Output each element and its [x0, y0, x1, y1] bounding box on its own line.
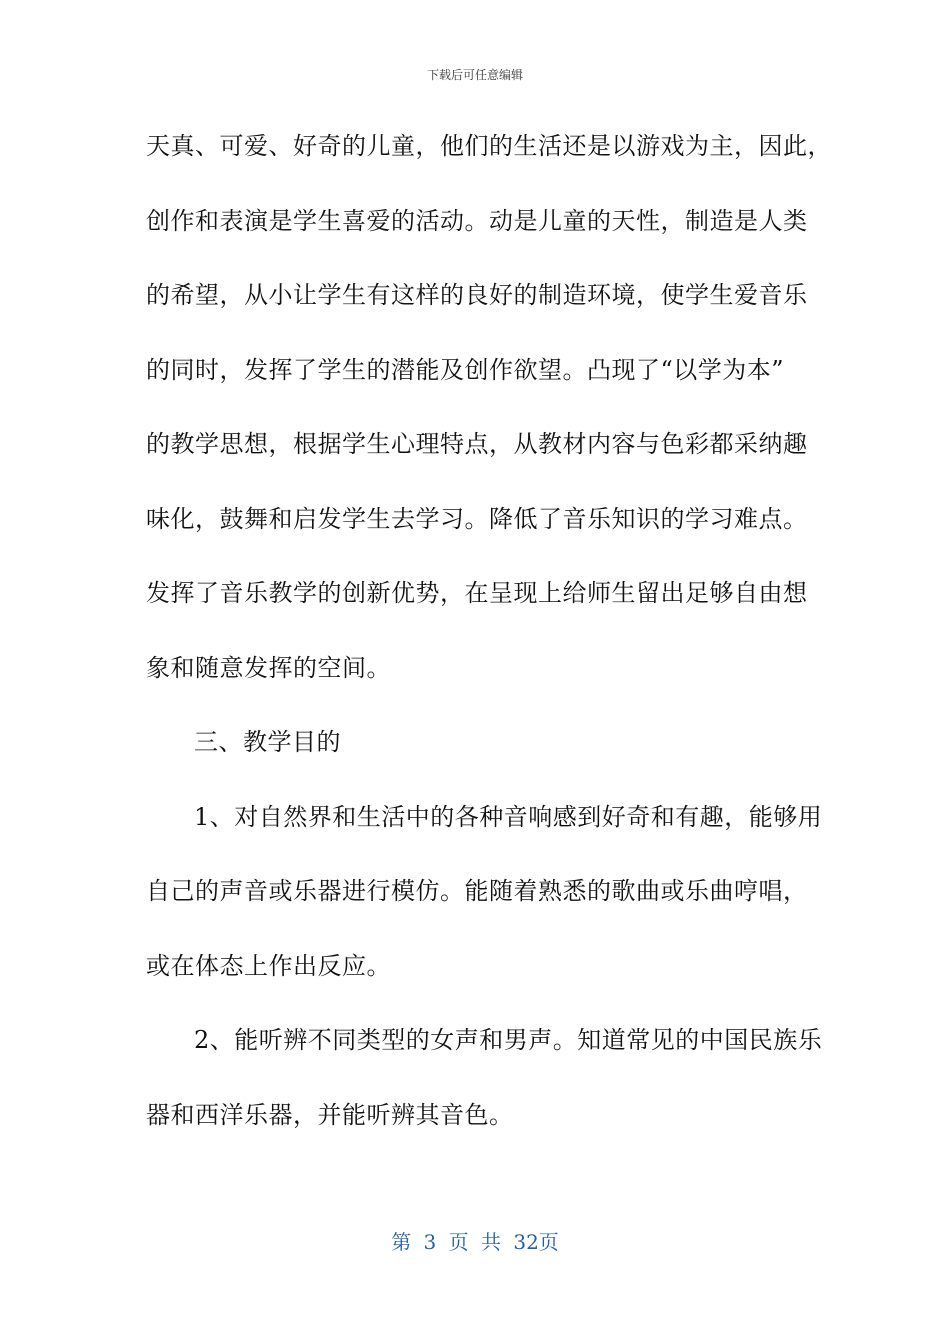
body-line: 器和西洋乐器，并能听辨其音色。 — [146, 1100, 514, 1129]
page-header: 下载后可任意编辑 — [426, 68, 523, 82]
body-line: 的教学思想，根据学生心理特点，从教材内容与色彩都采纳趣 — [146, 430, 808, 458]
body-line: 的同时，发挥了学生的潜能及创作欲望。凸现了“以学为本” — [146, 355, 785, 384]
body-line: 象和随意发挥的空间。 — [146, 653, 391, 682]
body-line: 发挥了音乐教学的创新优势，在呈现上给师生留出足够自由想 — [146, 579, 808, 607]
body-line: 或在体态上作出反应。 — [146, 951, 391, 980]
body-line: 2、能听辨不同类型的女声和男声。知道常见的中国民族乐 — [194, 1026, 823, 1054]
body-line: 味化，鼓舞和启发学生去学习。降低了音乐知识的学习难点。 — [146, 504, 808, 533]
body-line: 1、对自然界和生活中的各种音响感到好奇和有趣，能够用 — [194, 802, 823, 831]
document-body — [146, 122, 832, 1165]
body-line: 天真、可爱、好奇的儿童，他们的生活还是以游戏为主，因此， — [146, 132, 832, 160]
section-heading: 三、教学目的 — [194, 728, 341, 756]
page-number-footer: 第 3 页 共 32页 — [391, 1230, 559, 1254]
body-line: 创作和表演是学生喜爱的活动。动是儿童的天性，制造是人类 — [146, 206, 808, 235]
body-line: 自己的声音或乐器进行模仿。能随着熟悉的歌曲或乐曲哼唱， — [146, 877, 808, 905]
body-line: 的希望，从小让学生有这样的良好的制造环境，使学生爱音乐 — [146, 281, 808, 309]
